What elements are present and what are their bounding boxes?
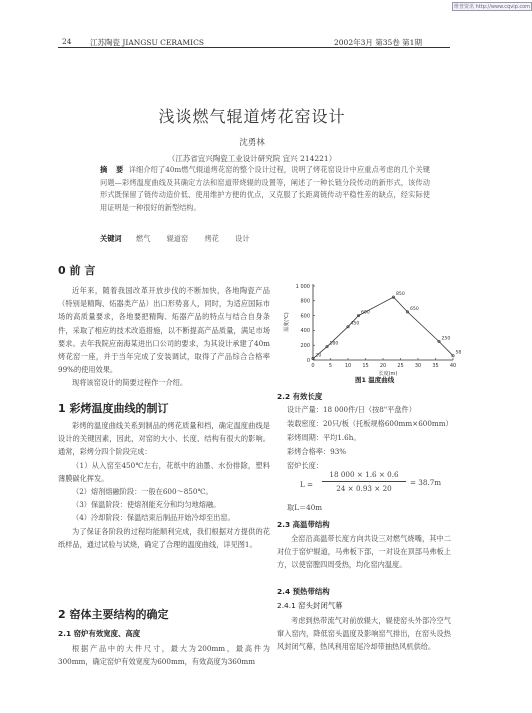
data-label: 180 [329, 341, 339, 347]
y-tick-label: 600 [300, 313, 310, 320]
x-tick-label: 20 [379, 363, 387, 369]
data-label: 20 [315, 353, 322, 359]
keywords [100, 234, 264, 244]
keyword: 设计 [235, 234, 250, 243]
x-axis-label: 长度(m) [378, 371, 398, 377]
paragraph: 彩烤的温度曲线关系到制品的烤花质量和档，确定温度曲线是设计的关键因素，因此，对窑的大小、长度、结构有很大的影响。通常，彩烤分四个阶段完成： [58, 421, 270, 457]
x-tick-label: 40 [449, 363, 457, 369]
keyword: 烤花 [204, 234, 219, 243]
y-axis-label: 温度(℃) [284, 312, 290, 332]
paragraph: 全窑沿高温带长度方向共设三对燃气烧嘴，其中二对位于窑炉辊道，马弗板下部，一对设在顶部马弗板上方，以使窑膛四周受热，均化窑内温度。 [277, 534, 451, 570]
x-tick-label: 10 [344, 363, 352, 369]
watermark: 维普资讯 http://www.cqvip.com [454, 4, 531, 10]
x-tick-label: 35 [432, 363, 439, 369]
section-0-body [58, 284, 270, 390]
fraction-bar [322, 481, 406, 482]
section-2-4-1-body [277, 614, 451, 654]
issue-info: 2002年3月 第35卷 第1期 [334, 38, 422, 47]
formula-lhs: L = [300, 480, 314, 489]
data-label: 600 [361, 310, 370, 316]
abstract-text: 详细介绍了40m燃气辊道烤花窑的整个设计过程，说明了烤花窑设计中应重点考虑的几个关键问题—彩烤温度曲线及其确定方法和窑道带烧辊的设置等，阐述了一种长链分段传动的新形式，该传动形式既保留了链传动造价低、使用维护方便的优点，又克服了长距离链传动平稳性差的缺点，经实际使用证明是一种很好的新型结构。 [100, 165, 430, 212]
x-tick-label: 25 [397, 363, 404, 369]
x-tick-label: 5 [328, 363, 333, 369]
section-2-3-heading: 2.3 高温带结构 [277, 520, 330, 529]
abstract [100, 164, 430, 214]
result-line: 取L＝40m [287, 503, 323, 512]
keyword: 燃气 [135, 234, 151, 243]
data-label: 650 [410, 306, 419, 312]
formula-numerator: 18 000 × 1.6 × 0.6 [329, 470, 399, 479]
paragraph: 近年来，随着我国改革开放步伐的不断加快，各地陶瓷产品（特别是精陶、炻器类产品）出口形势喜人，同时，为适应国际市场的高质量要求，各地要把精陶、炻器产品的特点与结合自身条件，采取了相应的技术改造措施，以不断提高产品质量，满足市场要求。去年我院应南海某进出口公司的要求，为其设计承建了40m烤花窑一座，并于当年完成了安装调试，取得了产品综合合格率99%的使用效果。 [58, 286, 270, 375]
temperature-curve-chart [277, 278, 462, 378]
spec-line: 装载密度：20只/板（托板规格600mm×600mm） [287, 419, 453, 428]
figure-caption: 图1 温度曲线 [355, 376, 395, 384]
formula-rhs: = 38.7m [410, 478, 442, 487]
paragraph: （1）从入窑至450℃左右，花纸中的油墨、水份排除，塑料薄膜碳化挥发。 [58, 460, 270, 483]
y-tick-label: 400 [300, 328, 310, 335]
section-2-3-body [277, 532, 451, 572]
section-2-1-heading: 2.1 窑炉有效宽度、高度 [58, 629, 141, 638]
paragraph: 考虑到热带流气对前放辊大，辊使窑头外部冷空气窜入窑内，降低窑头温度及影响窑气排出，在窑头设热风封闭气幕，热风利用窑尾冷却带抽热风机供给。 [277, 616, 451, 652]
section-0-heading: 0 前 言 [58, 264, 96, 277]
y-tick-label: 0 [306, 357, 310, 364]
paragraph: 根据产品中的大件尺寸，最大为200mm，最高件为300mm，确定窑炉有效宽度为600mm，有效高度为360mm [58, 644, 270, 667]
paragraph: （4）冷却阶段：保温结束后制品开始冷却至出窑。 [72, 513, 235, 523]
page-number: 24 [62, 37, 72, 46]
section-1-heading: 1 彩烤温度曲线的制订 [58, 402, 169, 415]
y-tick-label: 800 [300, 298, 310, 305]
data-point [452, 355, 454, 357]
x-tick-label: 30 [414, 363, 422, 369]
spec-line: 彩烤周期：平均1.6h。 [287, 433, 361, 442]
data-label: 58 [455, 350, 462, 356]
spec-line: 彩烤合格率：93% [287, 447, 347, 456]
y-tick-label: 200 [300, 343, 310, 349]
data-label: 850 [396, 292, 405, 298]
formula-denominator: 24 × 0.93 × 20 [336, 484, 392, 493]
abstract-label: 摘 要 [100, 165, 127, 174]
keywords-label: 关键词 [100, 234, 122, 243]
author: 沈勇林 [239, 138, 265, 148]
paper-title: 浅谈燃气辊道烤花窑设计 [158, 107, 346, 126]
journal-name: 江苏陶瓷 JIANGSU CERAMICS [90, 38, 204, 47]
y-tick-label: 1 000 [295, 283, 310, 290]
section-2-1-body [58, 642, 270, 668]
section-1-body [58, 419, 270, 551]
paragraph: 为了保证各阶段的过程均能顺利完成，我们根据对方提供的花纸样品，通过试验与试烧，确定了合理的温度曲线，详见图1。 [58, 526, 270, 549]
section-2-heading: 2 窑体主要结构的确定 [58, 608, 169, 621]
x-tick-label: 0 [311, 363, 315, 369]
spec-line: 设计产量：18 000件/日（按8"平盘件） [287, 405, 416, 414]
paragraph: （3）保温阶段：使熔剂能充分和均匀地熔融。 [72, 500, 221, 510]
header-rule [58, 47, 450, 48]
paragraph: 现将该窑设计的简要过程作一介绍。 [72, 378, 188, 388]
section-2-2-heading: 2.2 有效长度 [277, 392, 323, 401]
spec-line: 窑炉长度： [287, 461, 323, 470]
affiliation: （江苏省宜兴陶瓷工业设计研究院 宜兴 214221） [167, 154, 337, 163]
section-2-4-1-heading: 2.4.1 窑头封闭气幕 [277, 601, 343, 610]
data-label: 450 [350, 321, 360, 327]
x-tick-label: 15 [362, 363, 369, 369]
section-2-4-heading: 2.4 预热带结构 [277, 587, 330, 596]
paragraph: （2）熔剂熔融阶段：一般在600～850℃。 [72, 487, 213, 497]
data-label: 250 [441, 336, 451, 342]
keyword: 辊道窑 [166, 234, 189, 243]
temperature-curve [313, 297, 453, 358]
